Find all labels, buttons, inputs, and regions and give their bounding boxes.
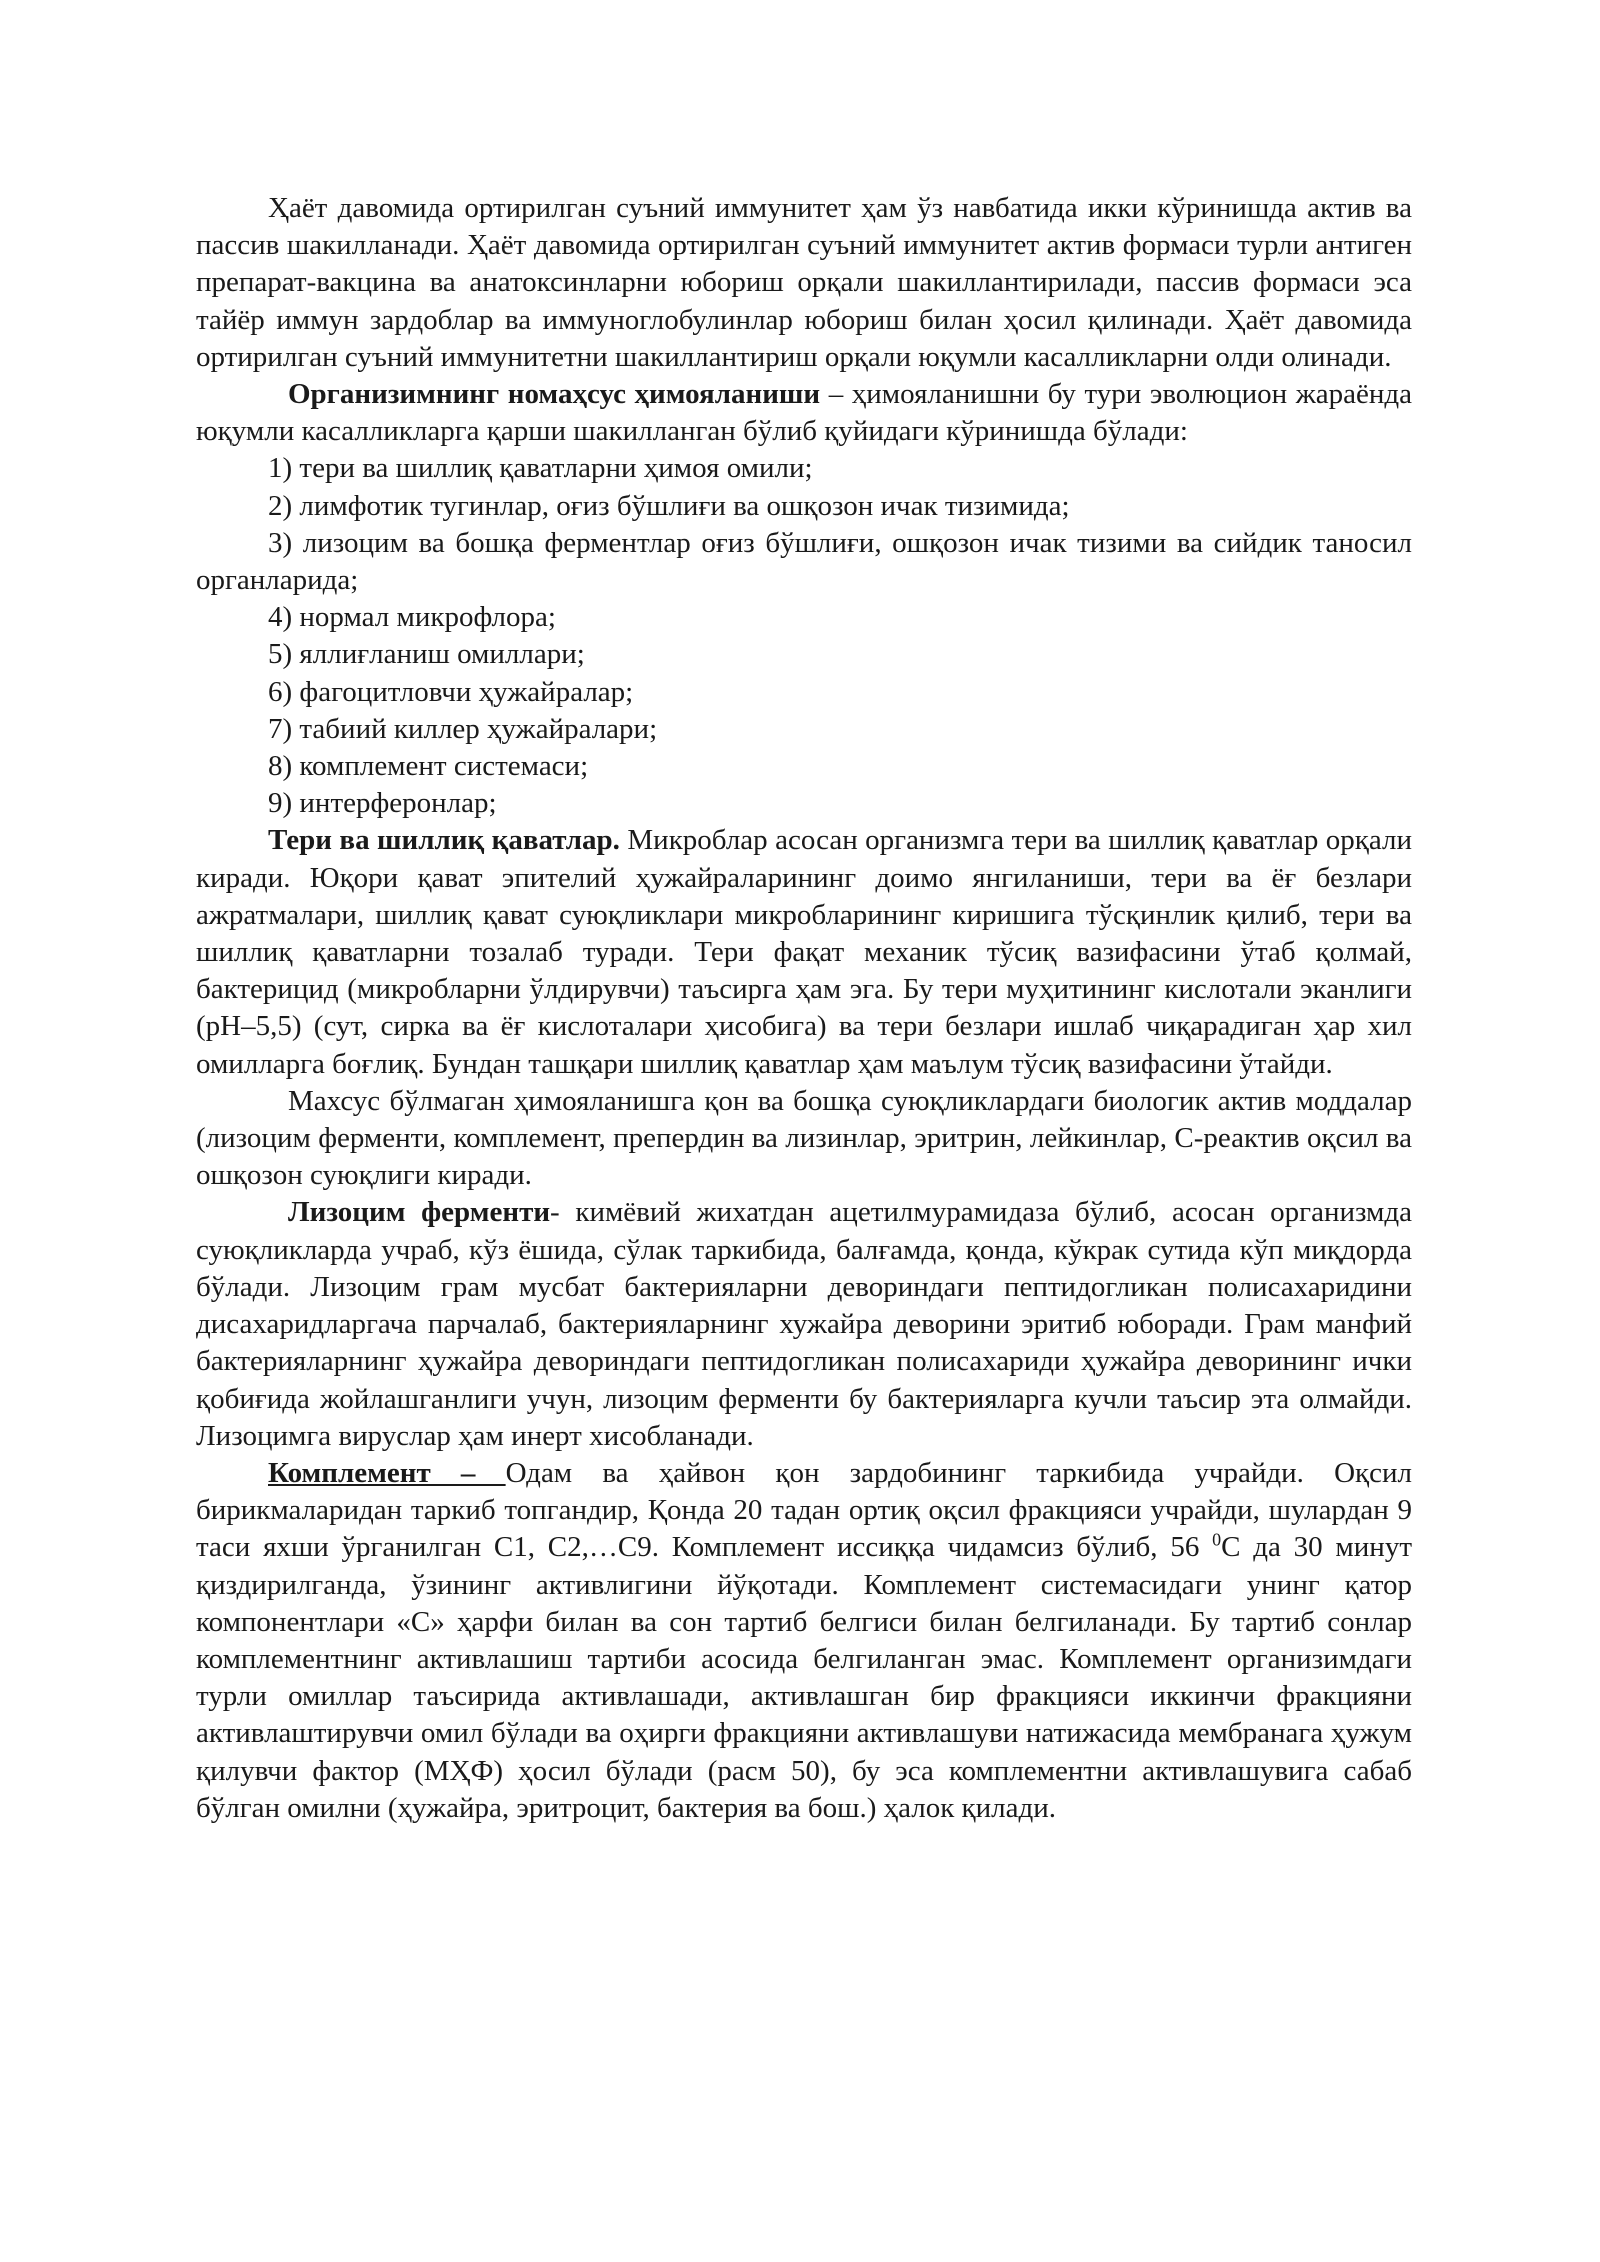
term-complement: Комплемент – — [268, 1456, 506, 1489]
list-item: 1) тери ва шиллиқ қаватларни ҳимоя омили; — [268, 452, 813, 485]
list-item: 6) фагоцитловчи ҳужайралар; — [268, 675, 634, 708]
term-nonspecific-protection: Организимнинг номаҳсус ҳимояланиши — [288, 378, 821, 411]
paragraph-skin-mucosa — [196, 822, 1412, 1082]
paragraph-lysozyme — [196, 1194, 1412, 1454]
paragraph-complement — [196, 1455, 1412, 1827]
list-item: 2) лимфотик тугинлар, оғиз бўшлиғи ва ошқозон ичак тизимида; — [268, 489, 1070, 522]
document-page — [196, 190, 1412, 1827]
complement-text-after: С да 30 минут қиздирилганда, ўзининг активлигини йўқотади. Комплемент системасидаги унинг қатор компонентлари «С» ҳарфи билан ва сон тартиб белгиси билан белгиланади. Бу тартиб сонлар комплементнинг активлашиш тартиби асосида белгиланган эмас. Комплемент организимдаги турли омиллар таъсирида активлашади, активлашган бир фракцияси иккинчи фракцияни активлаштирувчи омил бўлади ва оҳирги фракцияни активлашуви натижасида мембранага ҳужум қилувчи фактор (МҲФ) ҳосил бўлади (расм 50), бу эса комплементни активлашувига сабаб бўлган омилни (ҳужайра, эритроцит, бактерия ва бош.) ҳалок қилади. — [196, 1531, 1412, 1824]
lysozyme-text: - кимёвий жихатдан ацетилмурамидаза бўлиб, асосан организмда суюқликларда учраб, кўз ёшида, сўлак таркибида, балғамда, қонда, кўкрак сутида кўп миқдорда бўлади. Лизоцим грам мусбат бактерияларни девориндаги пептидогликан полисахаридини дисахаридларгача парчалаб, бактерияларнинг хужайра деворини эритиб юборади. Грам манфий бактерияларнинг ҳужайра девориндаги пептидогликан полисахариди ҳужайра деворининг ички қобиғида жойлашганлиги учун, лизоцим ферменти бу бактерияларга кучли таъсир эта олмайди. Лизоцимга вируслар ҳам инерт хисобланади. — [196, 1196, 1413, 1452]
paragraph-nonspecific-protection — [196, 376, 1412, 450]
degree-superscript: 0 — [1212, 1529, 1222, 1550]
list-item: 9) интерферонлар; — [268, 787, 497, 820]
list-item: 7) табиий киллер ҳужайралари; — [268, 712, 658, 745]
list-item: 8) комплемент системаси; — [268, 750, 589, 783]
paragraph-blood-substances: Махсус бўлмаган ҳимояланишга қон ва бошқа суюқликлардаги биологик актив моддалар (лизоцим ферменти, комплемент, препердин ва лизинлар, эритрин, лейкинлар, С-реактив оқсил ва ошқозон суюқлиги киради. — [196, 1084, 1412, 1192]
paragraph-acquired-immunity: Ҳаёт давомида ортирилган суъний иммунитет ҳам ўз навбатида икки кўринишда актив ва пассив шакилланади. Ҳаёт давомида ортирилган суъний иммунитет актив формаси турли антиген препарат-вакцина ва анатоксинларни юбориш орқали шакиллантирилади, пассив формаси эса тайёр иммун зардоблар ва иммуноглобулинлар юбориш билан ҳосил қилинади. Ҳаёт давомида ортирилган суъний иммунитетни шакиллантириш орқали юқумли касалликларни олди олинади. — [196, 192, 1412, 373]
nonspecific-protection-text: – ҳимояланишни бу тури эволюцион жараёнда юқумли касалликларга қарши шакилланган бўлиб қуйидаги кўринишда бўлади: — [196, 378, 1412, 448]
list-item: 5) яллиғланиш омиллари; — [268, 638, 585, 671]
complement-text-before: Одам ва ҳайвон қон зардобининг таркибида учрайди. Оқсил бирикмаларидан таркиб топгандир, Қонда 20 тадан ортиқ оқсил фракцияси учрайди, шулардан 9 таси яхши ўрганилган С1, С2,…С9. Комплемент иссиққа чидамсиз бўлиб, 56 — [196, 1456, 1413, 1564]
skin-mucosa-text: Микроблар асосан организмга тери ва шиллиқ қаватлар орқали киради. Юқори қават эпителий ҳужайраларининг доимо янгиланиши, тери ва ёғ безлари ажратмалари, шиллиқ қават суюқликлари микробларининг киришига тўсқинлик қилиб, тери ва шиллиқ қаватларни тозалаб туради. Тери фақат механик тўсиқ вазифасини ўтаб қолмай, бактерицид (микробларни ўлдирувчи) таъсирга ҳам эга. Бу тери муҳитининг кислотали эканлиги (рН–5,5) (сут, сирка ва ёғ кислоталари ҳисобига) ва тери безлари ишлаб чиқарадиган ҳар хил омилларга боғлиқ. Бундан ташқари шиллиқ қаватлар ҳам маълум тўсиқ вазифасини ўтайди. — [196, 824, 1412, 1080]
list-item: 3) лизоцим ва бошқа ферментлар оғиз бўшлиғи, ошқозон ичак тизими ва сийдик таносил органларида; — [196, 526, 1412, 597]
list-item: 4) нормал микрофлора; — [268, 601, 556, 634]
term-lysozyme: Лизоцим ферменти — [288, 1196, 551, 1229]
term-skin-mucosa: Тери ва шиллиқ қаватлар. — [268, 824, 620, 857]
